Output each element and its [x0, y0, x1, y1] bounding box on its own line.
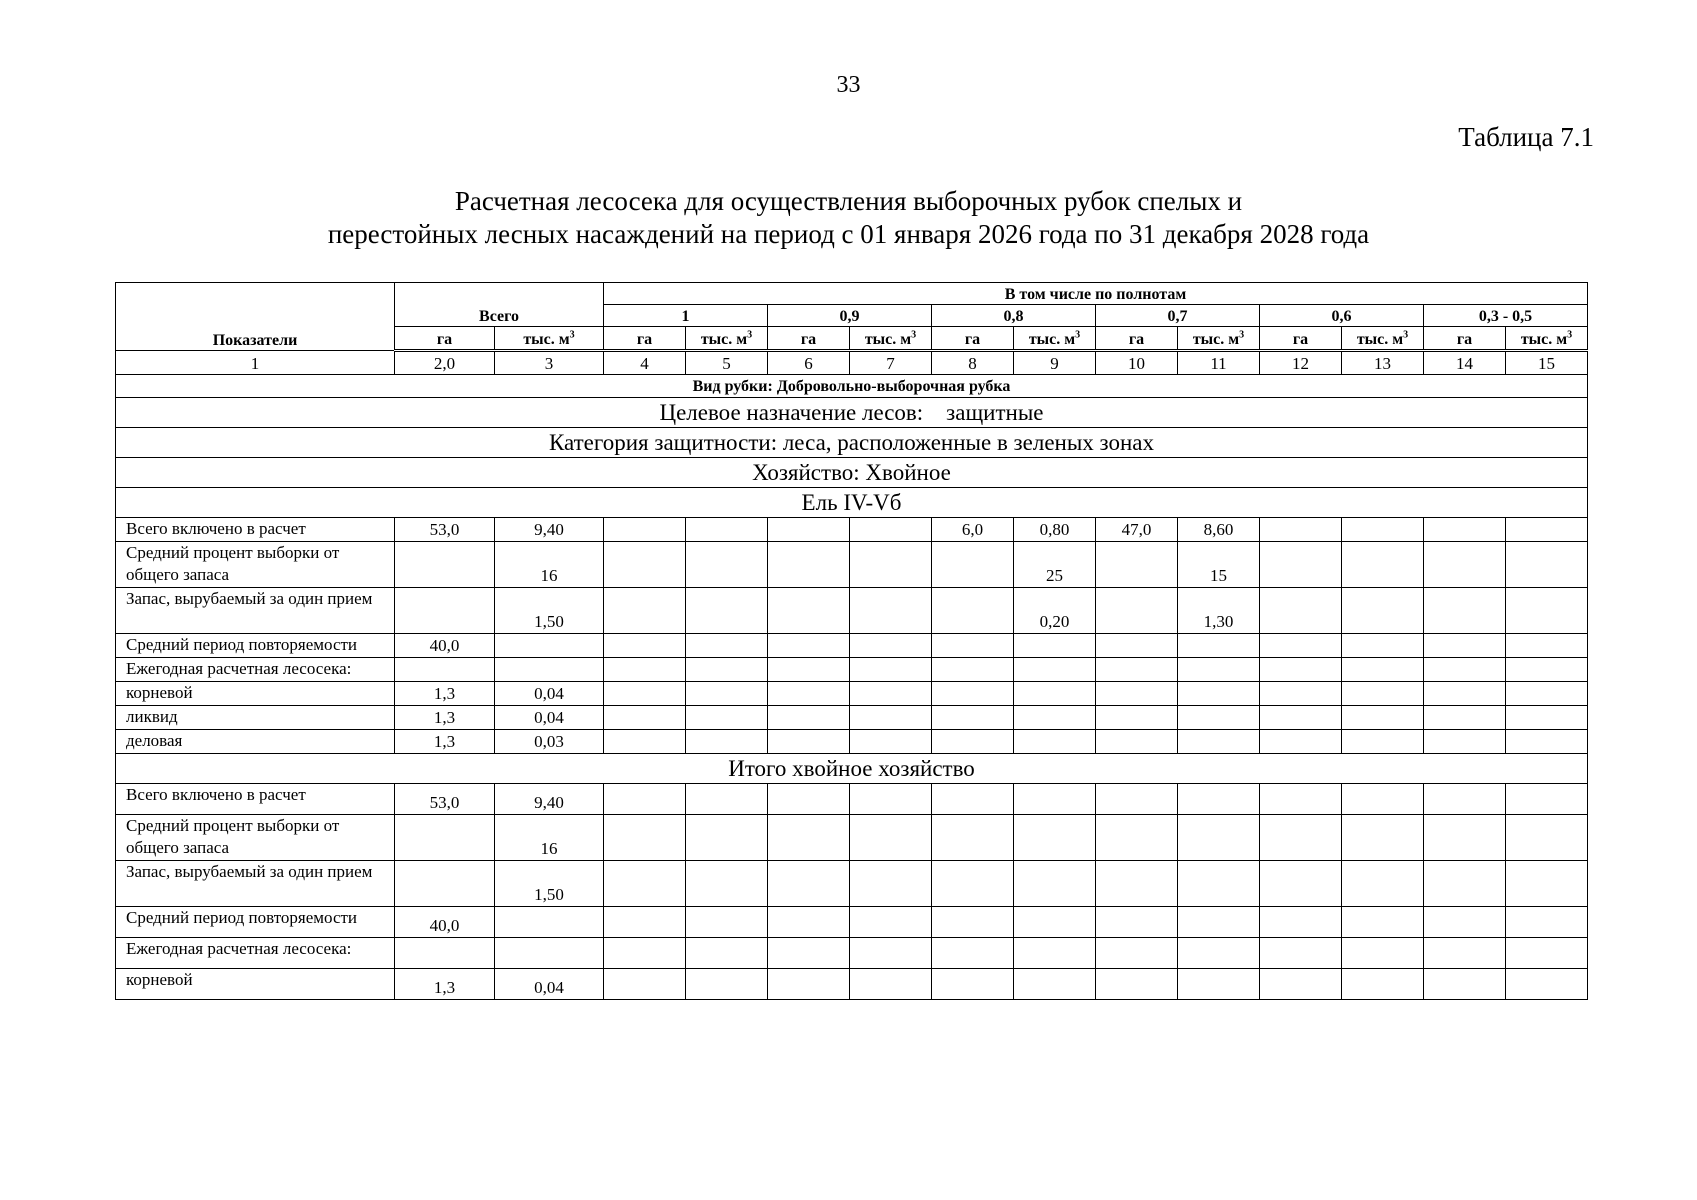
table-cell	[395, 542, 495, 588]
table-cell	[686, 682, 768, 706]
table-cell	[1342, 658, 1424, 682]
table-row	[116, 815, 1588, 861]
unit-superscript: 3	[747, 329, 753, 341]
table-cell: 1,3	[395, 969, 495, 1000]
table-cell	[932, 815, 1014, 861]
table-cell	[768, 861, 850, 907]
table-cell	[932, 938, 1014, 969]
unit-thousand-m3	[686, 327, 768, 351]
table-cell	[1424, 658, 1506, 682]
table-cell	[932, 861, 1014, 907]
table-row	[116, 658, 1588, 682]
unit-thousand-m3	[1178, 327, 1260, 351]
table-cell	[1096, 938, 1178, 969]
table-cell: 16	[495, 815, 604, 861]
table-cell	[768, 658, 850, 682]
table-cell	[686, 815, 768, 861]
table-cell: 25	[1014, 542, 1096, 588]
table-cell	[1014, 706, 1096, 730]
column-number: 6	[768, 351, 850, 375]
table-cell	[686, 706, 768, 730]
unit-thousand-m3-text: тыс. м	[864, 331, 912, 348]
table-cell	[1424, 634, 1506, 658]
table-cell	[850, 730, 932, 754]
unit-thousand-m3-text: тыс. м	[1520, 331, 1568, 348]
row-label: Средний период повторяемости	[116, 634, 395, 658]
table-cell	[686, 969, 768, 1000]
table-row	[116, 588, 1588, 634]
table-cell	[1014, 969, 1096, 1000]
table-cell	[1178, 784, 1260, 815]
table-cell: 47,0	[1096, 518, 1178, 542]
table-cell	[850, 907, 932, 938]
table-cell	[932, 634, 1014, 658]
table-cell	[604, 784, 686, 815]
table-cell	[1096, 682, 1178, 706]
table-cell	[1424, 938, 1506, 969]
column-number: 11	[1178, 351, 1260, 375]
table-cell	[1260, 706, 1342, 730]
table-cell	[1260, 682, 1342, 706]
table-cell	[1260, 658, 1342, 682]
table-cell	[1096, 634, 1178, 658]
table-cell	[1424, 588, 1506, 634]
table-cell	[1260, 815, 1342, 861]
table-cell	[1096, 706, 1178, 730]
table-cell	[686, 588, 768, 634]
header-indicators: Показатели	[116, 283, 395, 351]
table-cell	[1424, 784, 1506, 815]
table-cell	[1178, 861, 1260, 907]
table-cell	[768, 542, 850, 588]
document-title	[0, 185, 1697, 251]
table-cell	[604, 907, 686, 938]
table-cell	[1342, 634, 1424, 658]
table-cell: 40,0	[395, 907, 495, 938]
table-cell	[1424, 861, 1506, 907]
table-cell	[1342, 518, 1424, 542]
header-density: 0,3 - 0,5	[1424, 305, 1588, 327]
table-cell	[686, 861, 768, 907]
economy-row: Хозяйство: Хвойное	[116, 458, 1588, 488]
table-cell	[768, 938, 850, 969]
row-label: корневой	[116, 969, 395, 1000]
table-cell: 0,04	[495, 969, 604, 1000]
table-row	[116, 969, 1588, 1000]
table-cell	[850, 518, 932, 542]
table-cell	[850, 938, 932, 969]
table-cell	[850, 682, 932, 706]
table-cell	[850, 542, 932, 588]
header-total: Всего	[395, 283, 604, 327]
table-cell	[1096, 658, 1178, 682]
unit-superscript: 3	[1403, 329, 1409, 341]
table-cell	[932, 706, 1014, 730]
unit-superscript: 3	[1567, 329, 1573, 341]
table-row	[116, 861, 1588, 907]
table-cell	[850, 815, 932, 861]
table-cell: 1,50	[495, 588, 604, 634]
table-row	[116, 706, 1588, 730]
unit-ha: га	[1424, 327, 1506, 351]
table-cell	[1506, 588, 1588, 634]
table-cell	[604, 706, 686, 730]
table-cell	[1424, 542, 1506, 588]
row-label: корневой	[116, 682, 395, 706]
table-cell	[1178, 907, 1260, 938]
table-cell: 53,0	[395, 784, 495, 815]
table-cell	[1096, 815, 1178, 861]
table-cell	[850, 969, 932, 1000]
column-number: 3	[495, 351, 604, 375]
table-cell	[1506, 938, 1588, 969]
table-cell	[768, 634, 850, 658]
table-cell	[1178, 815, 1260, 861]
table-cell	[1506, 518, 1588, 542]
table-cell	[768, 784, 850, 815]
table-cell	[1178, 969, 1260, 1000]
table-row	[116, 784, 1588, 815]
table-cell: 9,40	[495, 518, 604, 542]
table-row	[116, 907, 1588, 938]
column-number: 13	[1342, 351, 1424, 375]
table-cell	[768, 907, 850, 938]
column-number: 14	[1424, 351, 1506, 375]
table-row	[116, 542, 1588, 588]
table-cell	[1506, 706, 1588, 730]
table-cell	[1342, 815, 1424, 861]
table-row	[116, 682, 1588, 706]
table-cell	[1260, 542, 1342, 588]
row-label: деловая	[116, 730, 395, 754]
table-cell	[1014, 938, 1096, 969]
forest-purpose-row: Целевое назначение лесов: защитные	[116, 398, 1588, 428]
table-cell	[768, 706, 850, 730]
table-cell: 1,3	[395, 730, 495, 754]
table-cell	[932, 658, 1014, 682]
column-number: 2,0	[395, 351, 495, 375]
table-cell	[1424, 682, 1506, 706]
table-cell	[1342, 542, 1424, 588]
table-cell	[768, 815, 850, 861]
table-cell	[1342, 938, 1424, 969]
table-cell: 0,20	[1014, 588, 1096, 634]
table-cell	[932, 784, 1014, 815]
total-economy-row: Итого хвойное хозяйство	[116, 754, 1588, 784]
table-cell	[1506, 682, 1588, 706]
row-label: ликвид	[116, 706, 395, 730]
table-cell	[1178, 730, 1260, 754]
unit-ha: га	[932, 327, 1014, 351]
row-label: Ежегодная расчетная лесосека:	[116, 658, 395, 682]
table-cell	[604, 542, 686, 588]
header-including-by-density: В том числе по полнотам	[604, 283, 1588, 305]
table-cell: 6,0	[932, 518, 1014, 542]
unit-ha: га	[768, 327, 850, 351]
page-number: 33	[836, 72, 861, 98]
row-label: Средний процент выборки от общего запаса	[116, 542, 395, 588]
unit-thousand-m3	[1506, 327, 1588, 351]
table-cell	[1424, 815, 1506, 861]
table-cell	[604, 588, 686, 634]
column-number: 12	[1260, 351, 1342, 375]
table-cell: 15	[1178, 542, 1260, 588]
table-cell: 1,3	[395, 706, 495, 730]
table-cell	[1014, 682, 1096, 706]
table-cell	[395, 658, 495, 682]
table-cell	[1014, 907, 1096, 938]
table-cell	[1424, 969, 1506, 1000]
table-cell	[1342, 706, 1424, 730]
table-cell	[1506, 969, 1588, 1000]
allowable-cut-table	[115, 282, 1588, 1000]
column-number-row	[116, 351, 1588, 375]
table-cell	[1260, 588, 1342, 634]
table-cell	[1506, 784, 1588, 815]
table-cell	[1260, 730, 1342, 754]
table-cell	[1096, 784, 1178, 815]
title-line-1: Расчетная лесосека для осуществления выборочных рубок спелых и	[454, 186, 1243, 216]
table-label: Таблица 7.1	[1458, 122, 1594, 152]
table-cell: 40,0	[395, 634, 495, 658]
table-cell	[1178, 682, 1260, 706]
table-cell	[604, 682, 686, 706]
table-cell	[604, 815, 686, 861]
unit-thousand-m3-text: тыс. м	[523, 331, 570, 348]
table-cell	[1506, 634, 1588, 658]
table-cell	[1178, 658, 1260, 682]
column-number: 10	[1096, 351, 1178, 375]
unit-superscript: 3	[569, 329, 575, 341]
unit-thousand-m3-text: тыс. м	[700, 331, 748, 348]
table-cell	[686, 634, 768, 658]
felling-type-row: Вид рубки: Добровольно-выборочная рубка	[116, 375, 1588, 398]
table-cell: 0,04	[495, 682, 604, 706]
column-number: 7	[850, 351, 932, 375]
table-cell	[495, 658, 604, 682]
unit-ha: га	[395, 327, 495, 351]
table-cell	[686, 938, 768, 969]
table-cell	[604, 730, 686, 754]
table-cell	[1342, 730, 1424, 754]
column-number: 9	[1014, 351, 1096, 375]
unit-thousand-m3	[850, 327, 932, 351]
row-label: Запас, вырубаемый за один прием	[116, 588, 395, 634]
unit-thousand-m3	[1342, 327, 1424, 351]
unit-ha: га	[1260, 327, 1342, 351]
table-cell	[604, 938, 686, 969]
table-row	[116, 938, 1588, 969]
table-cell	[1342, 861, 1424, 907]
table-cell	[1096, 730, 1178, 754]
row-label: Всего включено в расчет	[116, 518, 395, 542]
unit-ha: га	[604, 327, 686, 351]
table-cell: 0,03	[495, 730, 604, 754]
table-cell: 53,0	[395, 518, 495, 542]
table-cell	[850, 784, 932, 815]
table-cell	[768, 682, 850, 706]
header-density: 0,6	[1260, 305, 1424, 327]
table-cell	[1506, 861, 1588, 907]
table-cell	[1260, 969, 1342, 1000]
table-cell	[1260, 938, 1342, 969]
table-cell	[1014, 784, 1096, 815]
table-cell	[604, 969, 686, 1000]
unit-thousand-m3-text: тыс. м	[1192, 331, 1240, 348]
table-cell	[1014, 634, 1096, 658]
table-cell	[1096, 588, 1178, 634]
table-cell	[932, 907, 1014, 938]
table-cell	[1342, 969, 1424, 1000]
table-cell	[1014, 730, 1096, 754]
header-density: 0,8	[932, 305, 1096, 327]
row-label: Всего включено в расчет	[116, 784, 395, 815]
table-cell	[495, 907, 604, 938]
table-cell	[686, 784, 768, 815]
table-cell	[1506, 730, 1588, 754]
table-cell	[495, 938, 604, 969]
table-cell: 16	[495, 542, 604, 588]
table-row	[116, 518, 1588, 542]
table-cell	[768, 730, 850, 754]
table-cell: 9,40	[495, 784, 604, 815]
column-number: 5	[686, 351, 768, 375]
unit-thousand-m3-text: тыс. м	[1028, 331, 1076, 348]
table-cell	[604, 861, 686, 907]
table-cell	[768, 518, 850, 542]
table-cell	[1506, 815, 1588, 861]
table-cell	[1342, 907, 1424, 938]
table-cell	[932, 969, 1014, 1000]
table-cell	[1260, 784, 1342, 815]
table-cell	[1096, 542, 1178, 588]
table-cell: 0,80	[1014, 518, 1096, 542]
table-row	[116, 730, 1588, 754]
row-label: Запас, вырубаемый за один прием	[116, 861, 395, 907]
table-cell	[1424, 730, 1506, 754]
table-cell	[1342, 682, 1424, 706]
table-cell	[1096, 861, 1178, 907]
table-cell	[686, 907, 768, 938]
table-cell	[1178, 938, 1260, 969]
table-cell	[395, 815, 495, 861]
table-cell	[395, 861, 495, 907]
header-density: 0,9	[768, 305, 932, 327]
table-cell	[1506, 907, 1588, 938]
table-cell	[1178, 634, 1260, 658]
table-cell	[768, 588, 850, 634]
title-line-2: перестойных лесных насаждений на период с 01 января 2026 года по 31 декабря 2028 года	[327, 219, 1370, 249]
table-cell	[932, 730, 1014, 754]
header-density: 0,7	[1096, 305, 1260, 327]
table-cell	[686, 730, 768, 754]
unit-thousand-m3	[495, 327, 604, 351]
table-cell: 1,3	[395, 682, 495, 706]
unit-ha: га	[1096, 327, 1178, 351]
table-row	[116, 634, 1588, 658]
table-cell	[1260, 861, 1342, 907]
column-number: 1	[116, 351, 395, 375]
table-cell	[604, 658, 686, 682]
table-cell	[932, 588, 1014, 634]
table-cell	[1424, 706, 1506, 730]
table-cell	[1260, 907, 1342, 938]
table-cell: 0,04	[495, 706, 604, 730]
table-cell	[686, 658, 768, 682]
table-cell	[1014, 861, 1096, 907]
table-cell	[850, 588, 932, 634]
unit-superscript: 3	[911, 329, 917, 341]
table-cell	[1260, 634, 1342, 658]
column-number: 4	[604, 351, 686, 375]
table-cell	[395, 588, 495, 634]
table-cell	[932, 682, 1014, 706]
table-cell	[1342, 784, 1424, 815]
row-label: Средний процент выборки от общего запаса	[116, 815, 395, 861]
species-class-row: Ель IV-Vб	[116, 488, 1588, 518]
table-cell	[1014, 815, 1096, 861]
row-label: Ежегодная расчетная лесосека:	[116, 938, 395, 969]
table-cell	[1506, 658, 1588, 682]
table-cell	[850, 706, 932, 730]
table-cell	[395, 938, 495, 969]
unit-thousand-m3	[1014, 327, 1096, 351]
table-cell	[1424, 907, 1506, 938]
table-cell	[1506, 542, 1588, 588]
table-cell	[1260, 518, 1342, 542]
table-cell	[686, 518, 768, 542]
row-label: Средний период повторяемости	[116, 907, 395, 938]
table-cell	[1096, 907, 1178, 938]
table-cell	[1342, 588, 1424, 634]
table-cell	[850, 658, 932, 682]
table-cell	[768, 969, 850, 1000]
protection-category-row: Категория защитности: леса, расположенные в зеленых зонах	[116, 428, 1588, 458]
table-cell: 1,50	[495, 861, 604, 907]
table-cell	[932, 542, 1014, 588]
table-cell	[850, 634, 932, 658]
table-cell	[1014, 658, 1096, 682]
table-cell	[604, 634, 686, 658]
header-density: 1	[604, 305, 768, 327]
column-number: 15	[1506, 351, 1588, 375]
table-cell	[604, 518, 686, 542]
table-cell	[1424, 518, 1506, 542]
table-cell	[1178, 706, 1260, 730]
table-cell	[850, 861, 932, 907]
unit-superscript: 3	[1075, 329, 1081, 341]
table-cell	[686, 542, 768, 588]
column-number: 8	[932, 351, 1014, 375]
unit-thousand-m3-text: тыс. м	[1356, 331, 1404, 348]
table-cell	[495, 634, 604, 658]
table-cell: 8,60	[1178, 518, 1260, 542]
table-cell	[1096, 969, 1178, 1000]
unit-superscript: 3	[1239, 329, 1245, 341]
table-cell: 1,30	[1178, 588, 1260, 634]
